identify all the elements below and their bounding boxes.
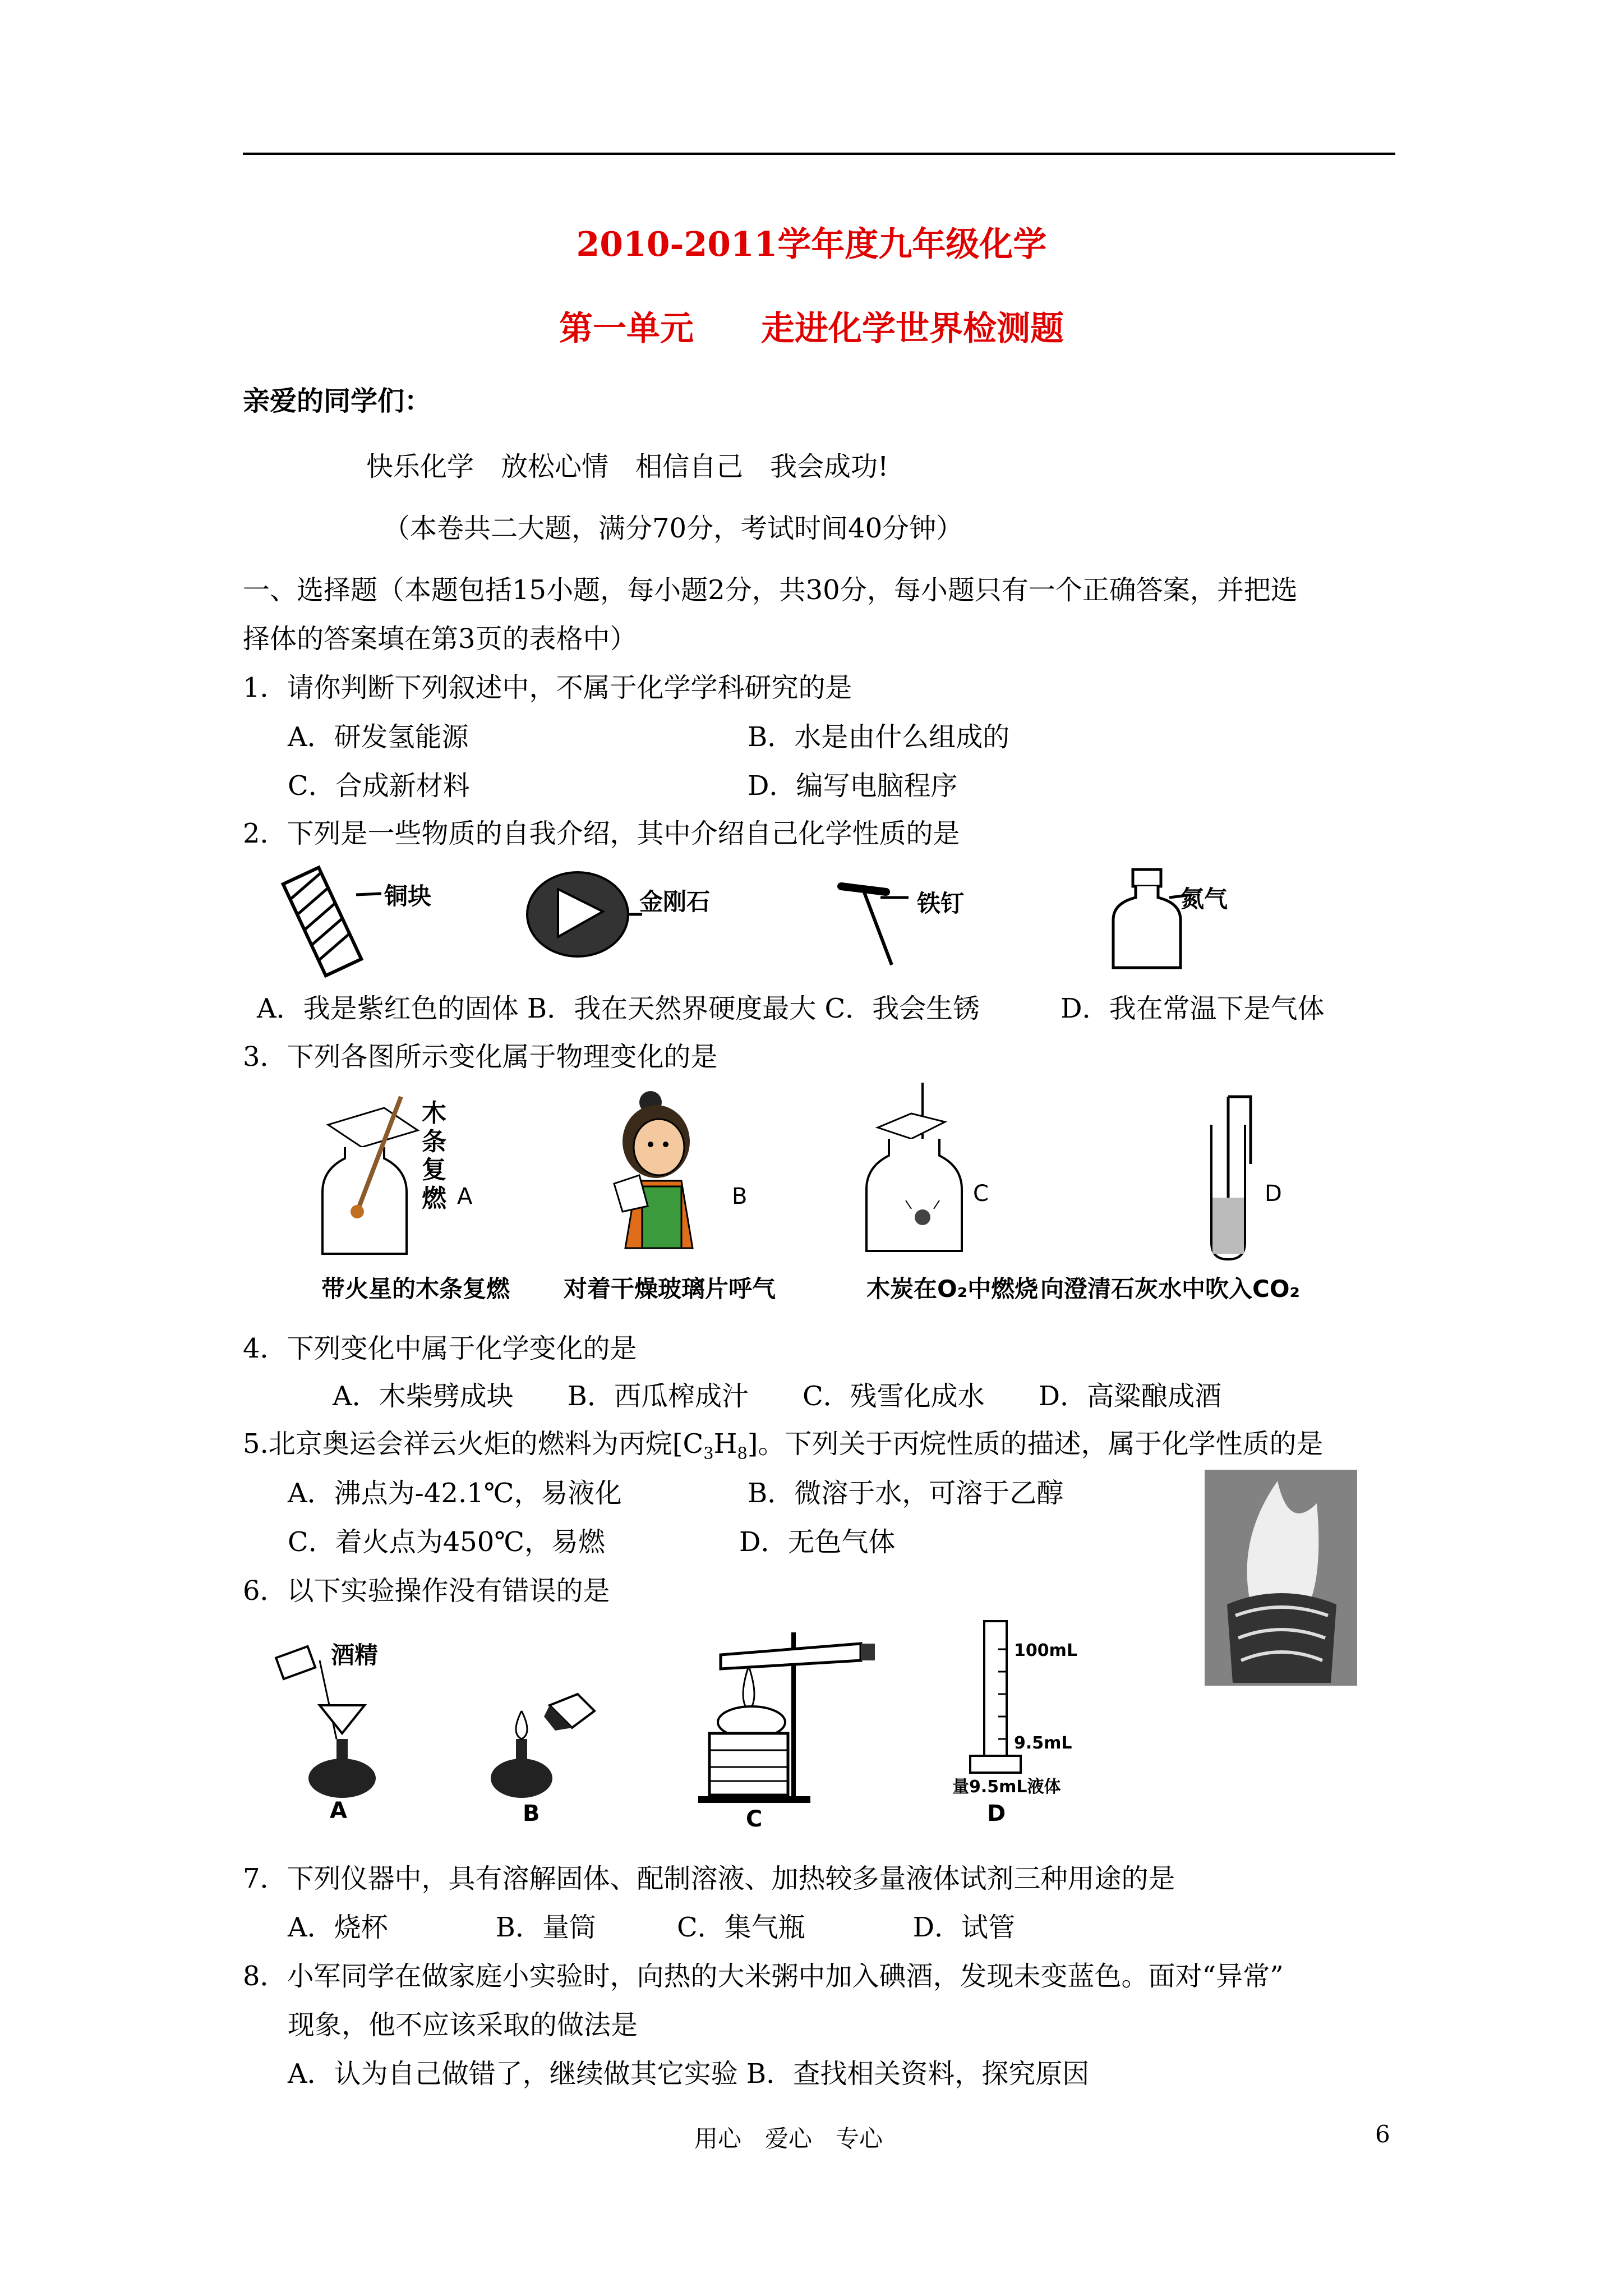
q3-letter-d: D — [1265, 1181, 1282, 1207]
q6-lamp-b-image — [488, 1683, 611, 1806]
q3-letter-c: C — [973, 1181, 989, 1207]
page-number: 6 — [1375, 2120, 1390, 2148]
q5-option-b: B．微溶于水，可溶于乙醇 — [748, 1478, 1064, 1509]
q5-option-d: D．无色气体 — [739, 1526, 896, 1558]
page-title: 2010-2011学年度九年级化学 — [576, 225, 1047, 264]
q6-letter-c: C — [746, 1806, 763, 1832]
page-subtitle: 第一单元 走进化学世界检测题 — [559, 309, 1064, 348]
q7-stem: 7．下列仪器中，具有溶解固体、配制溶液、加热较多量液体试剂三种用途的是 — [243, 1863, 1175, 1894]
footer-motto: 用心 爱心 专心 — [694, 2125, 883, 2152]
q6-cylinder-9-5ml: 9.5mL — [1014, 1733, 1072, 1753]
q6-letter-d: D — [987, 1801, 1006, 1826]
q3-caption-d: 向澄清石灰水中吹入CO₂ — [1040, 1275, 1300, 1303]
q6-letter-b: B — [523, 1801, 540, 1826]
q5-stem: 5.北京奥运会祥云火炬的燃料为丙烷$[C_3H_8]$。下列关于丙烷性质的描述，属于化学性质的是 — [243, 1428, 1324, 1463]
diamond-image — [524, 864, 648, 965]
q4-stem: 4．下列变化中属于化学变化的是 — [243, 1333, 637, 1364]
q5-option-a: A．沸点为-42.1℃，易液化 — [288, 1478, 622, 1509]
section-heading-cont: 择体的答案填在第3页的表格中） — [243, 623, 637, 655]
q3-girl-image — [603, 1091, 715, 1254]
q3-stem: 3．下列各图所示变化属于物理变化的是 — [243, 1041, 718, 1073]
q3-caption-a: 带火星的木条复燃 — [321, 1275, 510, 1303]
q8-stem-cont: 现象，他不应该采取的做法是 — [288, 2009, 638, 2041]
q2-label-nitrogen: 氮气 — [1181, 885, 1228, 913]
q6-label-alcohol: 酒精 — [331, 1641, 379, 1669]
q3-test-tube-image — [1195, 1091, 1262, 1265]
q5-option-c: C．着火点为450℃，易燃 — [288, 1526, 606, 1558]
header-rule — [243, 153, 1395, 155]
q1-option-b: B．水是由什么组成的 — [748, 721, 1010, 753]
q1-stem: 1．请你判断下列叙述中，不属于化学学科研究的是 — [243, 672, 852, 703]
q2-options: A．我是紫红色的固体 B．我在天然界硬度最大 C．我会生锈 D．我在常温下是气体 — [257, 993, 1325, 1024]
q3-side-text: 木条复燃 — [422, 1099, 446, 1213]
q2-stem: 2．下列是一些物质的自我介绍，其中介绍自己化学性质的是 — [243, 818, 960, 849]
q8-stem: 8．小军同学在做家庭小实验时，向热的大米粥中加入碘酒，发现未变蓝色。面对“异常” — [243, 1961, 1284, 1992]
q8-options: A．认为自己做错了，继续做其它实验 B．查找相关资料，探究原因 — [288, 2058, 1090, 2090]
q3-caption-b: 对着干燥玻璃片呼气 — [564, 1275, 776, 1303]
q6-letter-a: A — [330, 1798, 347, 1824]
section-heading: 一、选择题（本题包括15小题，每小题2分，共30分，每小题只有一个正确答案，并把选 — [243, 574, 1298, 606]
q3-bottle-a-image — [317, 1091, 423, 1259]
q6-cylinder-100ml: 100mL — [1014, 1641, 1077, 1660]
q7-options: A．烧杯 B．量筒 C．集气瓶 D．试管 — [288, 1912, 1016, 1943]
iron-nail-image — [830, 875, 920, 976]
q1-option-c: C．合成新材料 — [288, 770, 470, 802]
q6-stem: 6．以下实验操作没有错误的是 — [243, 1575, 610, 1607]
exam-note: （本卷共二大题，满分70分，考试时间40分钟） — [383, 513, 963, 544]
q6-cylinder-d-image — [965, 1616, 1026, 1778]
q6-cylinder-caption: 量9.5mL液体 — [952, 1777, 1061, 1797]
q2-label-iron-nail: 铁钉 — [917, 890, 965, 917]
q3-bottle-c-image — [861, 1083, 973, 1257]
motto: 快乐化学 放松心情 相信自己 我会成功! — [366, 451, 889, 482]
q4-options: A．木柴劈成块 B．西瓜榨成汁 C．残雪化成水 D．高粱酿成酒 — [333, 1381, 1222, 1412]
q6-heating-c-image — [698, 1621, 878, 1806]
q3-letter-a: A — [457, 1184, 473, 1209]
torch-flame-image — [1205, 1470, 1357, 1686]
q3-letter-b: B — [732, 1184, 748, 1209]
q1-option-a: A．研发氢能源 — [288, 721, 469, 753]
greeting: 亲爱的同学们： — [243, 385, 432, 417]
q1-option-d: D．编写电脑程序 — [748, 770, 958, 802]
q2-label-copper: 铜块 — [384, 882, 432, 910]
q2-label-diamond: 金刚石 — [639, 888, 711, 915]
q3-caption-c: 木炭在O₂中燃烧 — [866, 1275, 1039, 1303]
